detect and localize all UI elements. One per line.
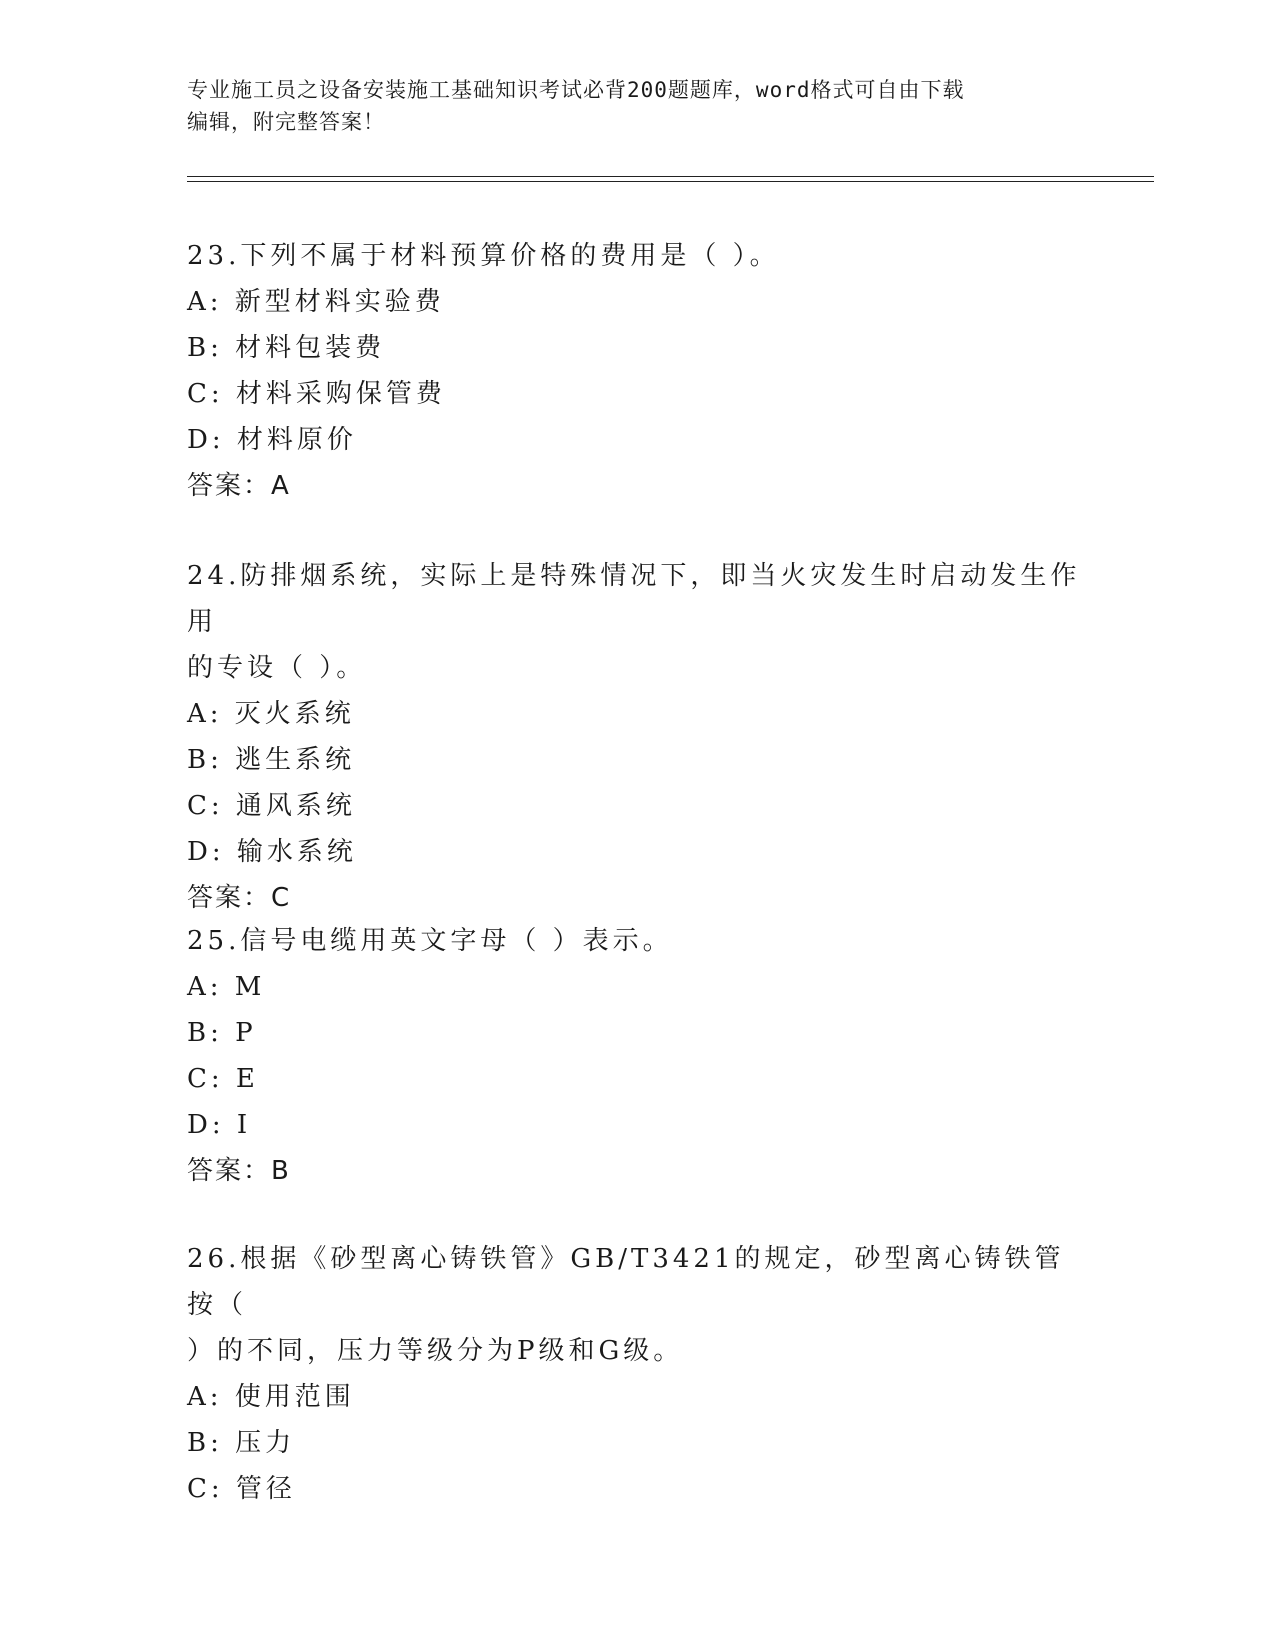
option-b: B: 逃生系统 [187, 745, 356, 775]
question-24 [187, 553, 1087, 921]
question-stem-line-1: 26.根据《砂型离心铸铁管》GB/T3421的规定，砂型离心铸铁管按（ [187, 1244, 1065, 1320]
option-c: C: 管径 [187, 1474, 296, 1504]
option-c: C: E [187, 1064, 259, 1094]
question-stem-line-1: 24.防排烟系统，实际上是特殊情况下，即当火灾发生时启动发生作用 [187, 561, 1081, 637]
option-a: A: 灭火系统 [187, 699, 355, 729]
option-a: A: 使用范围 [187, 1382, 355, 1412]
option-d: D: 材料原价 [187, 425, 357, 455]
option-b: B: P [187, 1018, 257, 1048]
option-c: C: 材料采购保管费 [187, 379, 446, 409]
header-title-line-2: 编辑，附完整答案！ [187, 110, 385, 134]
option-a: A: M [187, 972, 266, 1002]
question-stem: 25.信号电缆用英文字母（ ）表示。 [187, 926, 673, 956]
option-d: D: I [187, 1110, 252, 1140]
question-23 [187, 233, 1087, 509]
question-stem-line-2: ）的不同，压力等级分为P级和G级。 [187, 1336, 684, 1366]
header-title-line-1: 专业施工员之设备安装施工基础知识考试必背200题题库，word格式可自由下载 [187, 78, 965, 102]
answer-label: 答案：A [187, 471, 291, 501]
option-b: B: 压力 [187, 1428, 296, 1458]
answer-label: 答案：B [187, 1156, 291, 1186]
option-c: C: 通风系统 [187, 791, 356, 821]
option-b: B: 材料包装费 [187, 333, 386, 363]
question-stem-line-2: 的专设（ ）。 [187, 653, 367, 683]
option-a: A: 新型材料实验费 [187, 287, 445, 317]
question-25 [187, 918, 1087, 1194]
header-divider-bottom [187, 181, 1154, 182]
answer-label: 答案：C [187, 883, 292, 913]
option-d: D: 输水系统 [187, 837, 357, 867]
question-26 [187, 1236, 1087, 1512]
header-divider-top [187, 176, 1154, 177]
question-stem: 23.下列不属于材料预算价格的费用是（ ）。 [187, 241, 780, 271]
document-header [187, 74, 1087, 138]
